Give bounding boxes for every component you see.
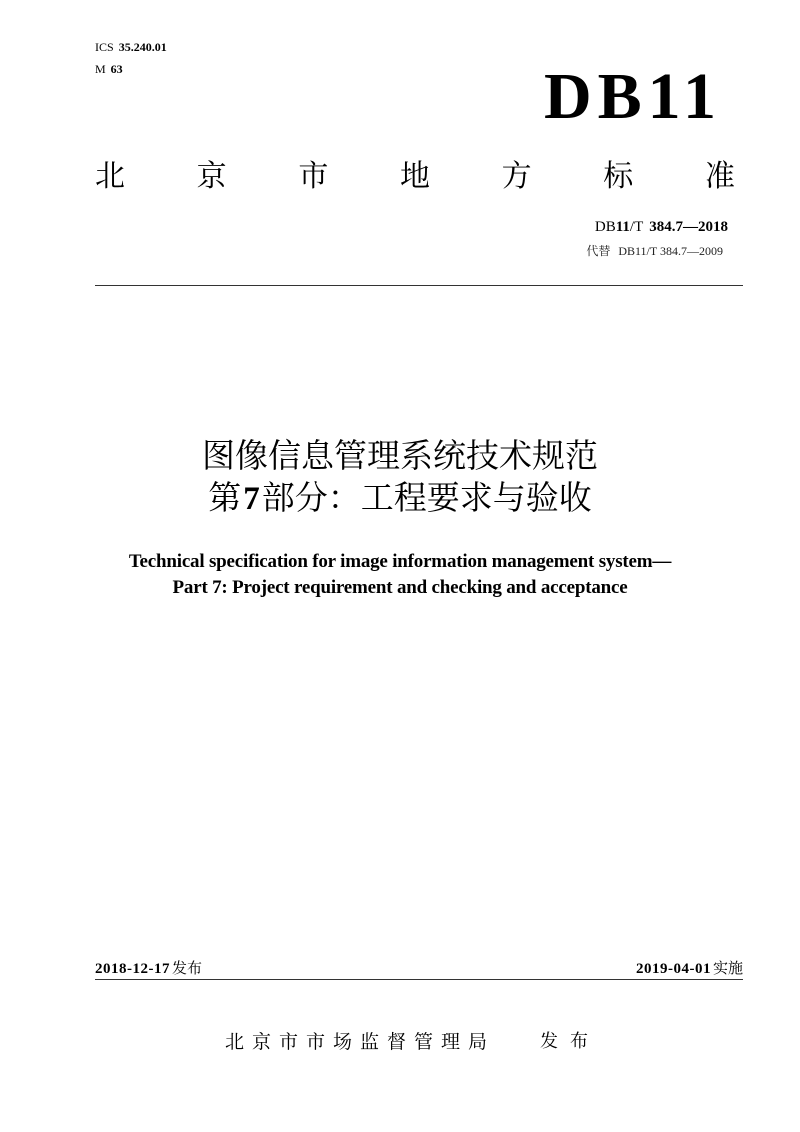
ccs-classification	[95, 62, 123, 76]
replaces-label: 代替	[586, 244, 611, 258]
title-part-suffix: 部分：工程要求与验收	[261, 478, 592, 517]
category-char: 标	[603, 159, 634, 194]
category-char: 市	[298, 159, 329, 194]
ics-code: 35.240.01	[118, 40, 167, 54]
issue-date-value: 2018-12-17	[95, 961, 170, 977]
standard-number-prefix: DB	[594, 219, 616, 235]
issue-date	[95, 959, 202, 978]
effective-date-value: 2019-04-01	[635, 961, 711, 977]
standard-mark: DB11	[543, 60, 722, 133]
publisher-action: 发布	[540, 1031, 600, 1052]
effective-date-label: 实施	[712, 959, 743, 977]
title-line-1: 图像信息管理系统技术规范	[202, 436, 598, 475]
category-char: 北	[95, 159, 125, 194]
header-divider	[95, 285, 743, 286]
category-char: 方	[501, 159, 532, 194]
ics-label: ICS	[95, 40, 114, 54]
title-line-2	[0, 478, 800, 519]
footer-divider	[95, 979, 743, 980]
effective-date	[636, 959, 743, 978]
ics-classification	[95, 40, 167, 54]
title-part-prefix: 第	[208, 478, 242, 517]
publisher-name: 北京市市场监督管理局	[225, 1031, 496, 1053]
replaces-standard	[586, 244, 723, 258]
title-part-number: 7	[243, 481, 260, 517]
issue-date-label: 发布	[172, 959, 203, 977]
ccs-code: 63	[110, 62, 123, 76]
category-char: 地	[399, 159, 430, 194]
english-title-line-1: Technical specification for image information management system—	[128, 551, 672, 572]
standard-number-region: 11	[615, 219, 630, 235]
standard-number-type: /T	[629, 219, 644, 235]
standard-category	[95, 158, 735, 196]
category-char: 京	[196, 159, 227, 194]
standard-number	[595, 218, 728, 236]
english-title-line-2: Part 7: Project requirement and checking and acceptance	[172, 577, 628, 598]
standard-number-value: 384.7—2018	[649, 219, 728, 235]
category-char: 准	[704, 159, 735, 194]
replaces-code: DB11/T 384.7—2009	[618, 244, 723, 258]
ccs-label: M	[95, 62, 106, 76]
